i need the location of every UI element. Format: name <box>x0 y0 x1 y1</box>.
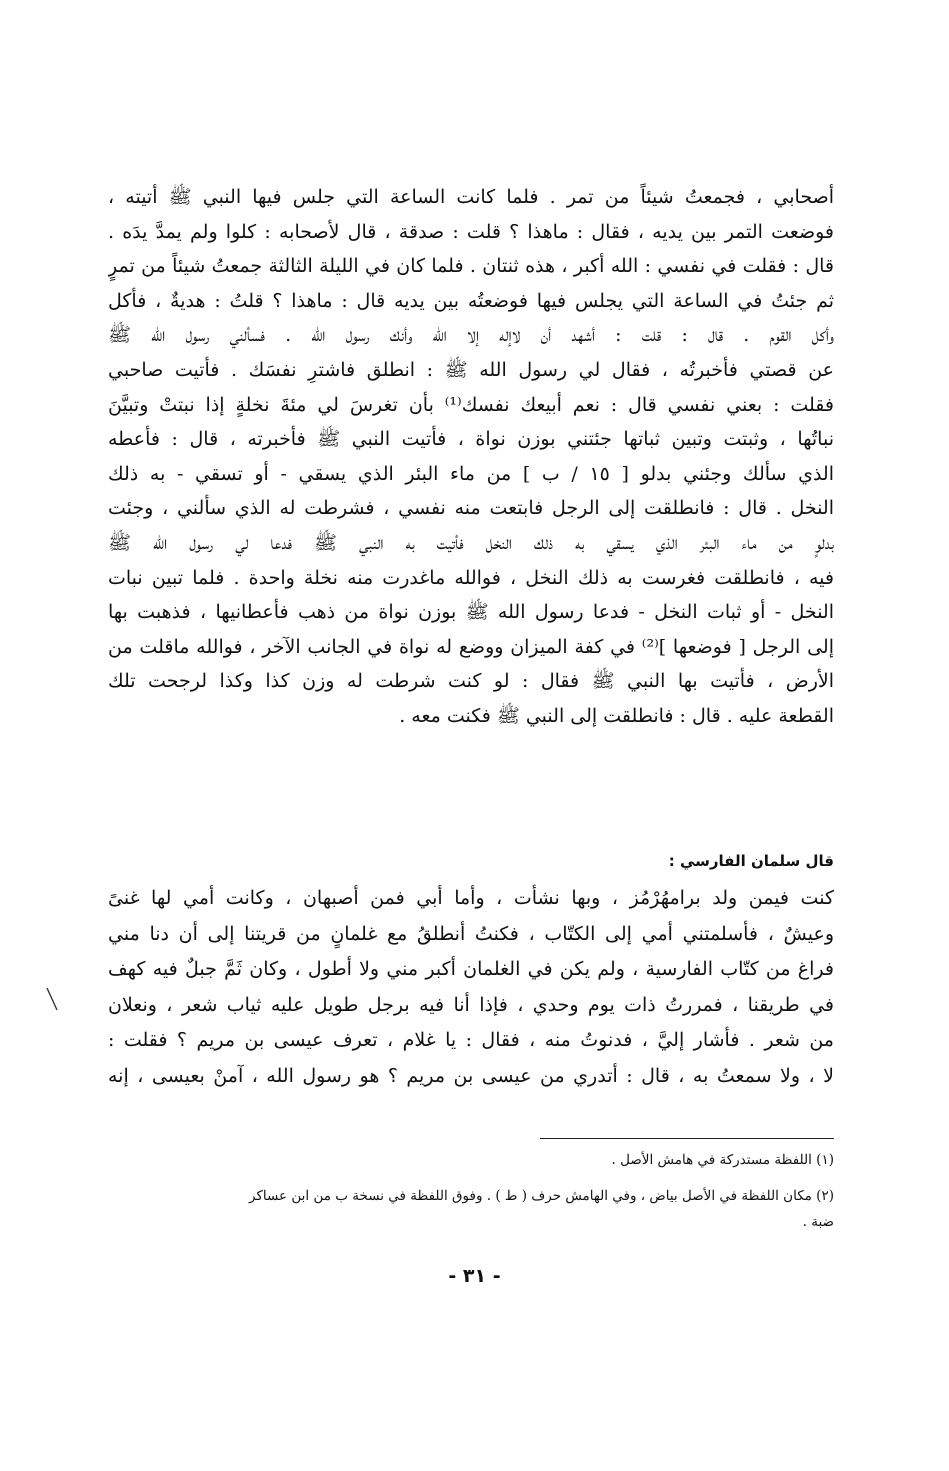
text-line: النخل . قال : فانطلقت إلى الرجل فابتعت منه نفسي ، فشرطت له الذي سألني ، وجئت <box>108 497 834 520</box>
text-line: كنت فيمن ولد برامهُرْمُز ، وبها نشأت ، وأما أبي فمن أصبهان ، وكانت أمي لها غنىً <box>108 887 834 909</box>
footnote-2: (٢) مكان اللفظة في الأصل بياض ، وفي الهامش حرف ( ط ) . وفوق اللفظة في نسخة ب من ابن عساكر <box>249 1188 834 1204</box>
pencil-stroke-mark-icon <box>44 986 60 1012</box>
text-line: في طريقنا ، فمررتُ ذات يوم وحدي ، فإذا أنا فيه برجل طويل عليه ثياب شعر ، ونعلان <box>108 993 834 1016</box>
text-line: قال : فقلت في نفسي : الله أكبر ، هذه ثنتان . فلما كان في الليلة الثالثة جمعتُ شيئاً من تمرٍ <box>108 255 834 278</box>
text-line: الأرض ، فأتيت بها النبي ﷺ فقال : لو كنت شرطت له وزن كذا وكذا لرجحت تلك <box>108 670 834 693</box>
footnotes <box>108 1147 834 1235</box>
paragraph-2 <box>108 881 834 1095</box>
text-line: ثم جئتُ في الساعة التي يجلس فيها فوضعتُه بين يديه قال : ماهذا ؟ قلتُ : هديةٌ ، فأكل <box>108 289 834 312</box>
text-line: القطعة عليه . قال : فانطلقت إلى النبي ﷺ فكنت معه . <box>399 704 834 727</box>
text-line: وعيشٌ ، فأسلمتني أمي إلى الكتّاب ، فكنتُ أنطلقُ مع غلمانٍ من قريتنا إلى أن دنا مني <box>108 922 834 945</box>
text-line: فراغ من كتّاب الفارسية ، ولم يكن في الغلمان أكبر مني ولا أطول ، وكان ثَمَّ جبلٌ فيه كهف <box>108 958 834 981</box>
text-line: أصحابي ، فجمعتُ شيئاً من تمر . فلما كانت الساعة التي جلس فيها النبي ﷺ أتيته ، <box>108 186 834 208</box>
text-line: وأكل القوم . قال : قلت : أشهد أن لاإله إلا الله وأنك رسول الله . فسألني رسول الله ﷺ <box>108 324 834 347</box>
paragraph-1 <box>108 180 834 734</box>
text-line: الذي سألك وجئني بدلو [ ١٥ / ب ] من ماء البئر الذي يسقي - أو تسقي - به ذلك <box>108 462 834 485</box>
footnote-2-continuation: ضبة . <box>802 1214 834 1230</box>
text-line: عن قصتي فأخبرتُه ، فقال لي رسول الله ﷺ : انطلق فاشترِ نفسَك . فأتيت صاحبي <box>108 358 834 381</box>
text-line: النخل - أو ثبات النخل - فدعا رسول الله ﷺ بوزن نواة من ذهب فأعطانيها ، فذهبت بها <box>108 601 834 624</box>
text-line: لا ، ولا سمعتُ به ، قال : أتدري من عيسى بن مريم ؟ هو رسول الله ، آمنْ بعيسى ، إنه <box>108 1064 834 1087</box>
text-line: فيه ، فانطلقت فغرست به ذلك النخل ، فوالله ماغدرت منه نخلة واحدة . فلما تبين نبات <box>108 566 834 589</box>
text-line: نباتُها ، وثبتت وتبين ثباتها جئتني بوزن نواة ، فأتيت النبي ﷺ فأخبرته ، قال : فأعطه <box>108 428 834 451</box>
footnote-separator <box>540 1138 834 1139</box>
page-number: - ٣١ - <box>448 1265 501 1287</box>
text-line: بدلوٍ من ماء البئر الذي يسقي به ذلك النخل فأتيت به النبي ﷺ فدعا لي رسول الله ﷺ <box>108 531 834 554</box>
section-heading: قال سلمان الفارسي : <box>668 852 834 870</box>
footnote-1: (١) اللفظة مستدركة في هامش الأصل . <box>611 1152 834 1168</box>
text-line: من شعر . فأشار إليَّ ، فدنوتُ منه ، فقال : يا غلام ، تعرف عيسى بن مريم ؟ فقلت : <box>108 1029 834 1052</box>
text-line: فقلت : بعني نفسي قال : نعم أبيعك نفسك⁽¹⁾ بأن تغرسَ لي مئةَ نخلةٍ إذا نبتتْ وتبيَّنَ <box>108 393 834 416</box>
text-line: فوضعت التمر بين يديه ، فقال : ماهذا ؟ قلت : صدقة ، قال لأصحابه : كلوا ولم يمدَّ يدَه . <box>108 220 834 243</box>
text-line: إلى الرجل [ فوضعها ]⁽²⁾ في كفة الميزان ووضع له نواة في الجانب الآخر ، فوالله ماقلت من <box>108 635 834 658</box>
